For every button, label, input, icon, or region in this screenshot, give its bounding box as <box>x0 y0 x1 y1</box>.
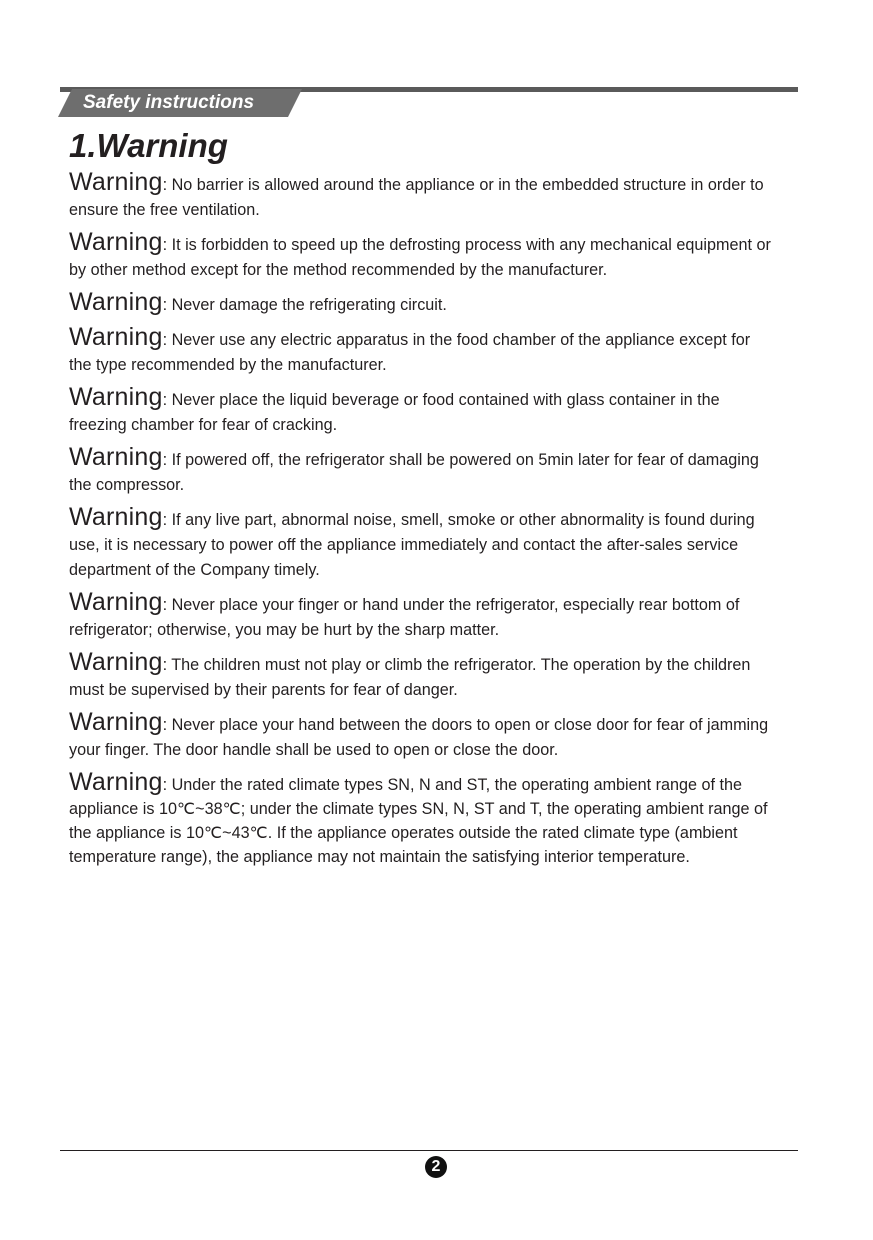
warning-item <box>69 290 774 318</box>
warning-list <box>69 170 774 876</box>
warning-label: Warning <box>69 323 163 351</box>
warning-text: : No barrier is allowed around the appliance or in the embedded structure in order to ensure the free ventilation. <box>69 176 764 219</box>
warning-label: Warning <box>69 168 163 196</box>
warning-item <box>69 590 774 643</box>
warning-label: Warning <box>69 228 163 256</box>
warning-label: Warning <box>69 443 163 471</box>
warning-label: Warning <box>69 588 163 616</box>
warning-label: Warning <box>69 768 163 796</box>
warning-label: Warning <box>69 288 163 316</box>
warning-text: : If powered off, the refrigerator shall be powered on 5min later for fear of damaging the compressor. <box>69 451 759 494</box>
section-label: Safety instructions <box>83 92 255 113</box>
warning-label: Warning <box>69 708 163 736</box>
warning-item <box>69 445 774 498</box>
warning-text: : It is forbidden to speed up the defrosting process with any mechanical equipment or by other method except for the method recommended by the manufacturer. <box>69 236 771 279</box>
footer-rule <box>60 1150 798 1151</box>
warning-item <box>69 770 774 869</box>
warning-item <box>69 230 774 283</box>
warning-item <box>69 505 774 583</box>
warning-label: Warning <box>69 503 163 531</box>
warning-text: : If any live part, abnormal noise, smell, smoke or other abnormality is found during use, it is necessary to power off the appliance immediately and contact the after-sales service department of the Company timely. <box>69 511 755 579</box>
warning-text: : Under the rated climate types SN, N and ST, the operating ambient range of the appliance is 10℃~38℃; under the climate types SN, N, ST and T, the operating ambient range of the appliance is 10℃~43℃. If the appliance operates outside the rated climate type (ambient temperature range), the appliance may not maintain the satisfying interior temperature. <box>69 776 768 866</box>
warning-item <box>69 385 774 438</box>
warning-item <box>69 650 774 703</box>
warning-label: Warning <box>69 648 163 676</box>
warning-text: : Never place your hand between the doors to open or close door for fear of jamming your finger. The door handle shall be used to open or close the door. <box>69 716 769 759</box>
warning-item <box>69 325 774 378</box>
warning-text: : Never use any electric apparatus in the food chamber of the appliance except for the type recommended by the manufacturer. <box>69 331 751 374</box>
warning-text: : The children must not play or climb the refrigerator. The operation by the children must be supervised by their parents for fear of danger. <box>69 656 751 699</box>
warning-text: : Never damage the refrigerating circuit. <box>162 296 447 314</box>
warning-label: Warning <box>69 383 163 411</box>
warning-item <box>69 170 774 223</box>
page-title: 1.Warning <box>69 127 228 164</box>
page-number-badge: 2 <box>425 1156 447 1178</box>
warning-text: : Never place your finger or hand under the refrigerator, especially rear bottom of refrigerator; otherwise, you may be hurt by the sharp matter. <box>69 596 740 639</box>
warning-text: : Never place the liquid beverage or food contained with glass container in the freezing chamber for fear of cracking. <box>69 391 720 434</box>
warning-item <box>69 710 774 763</box>
